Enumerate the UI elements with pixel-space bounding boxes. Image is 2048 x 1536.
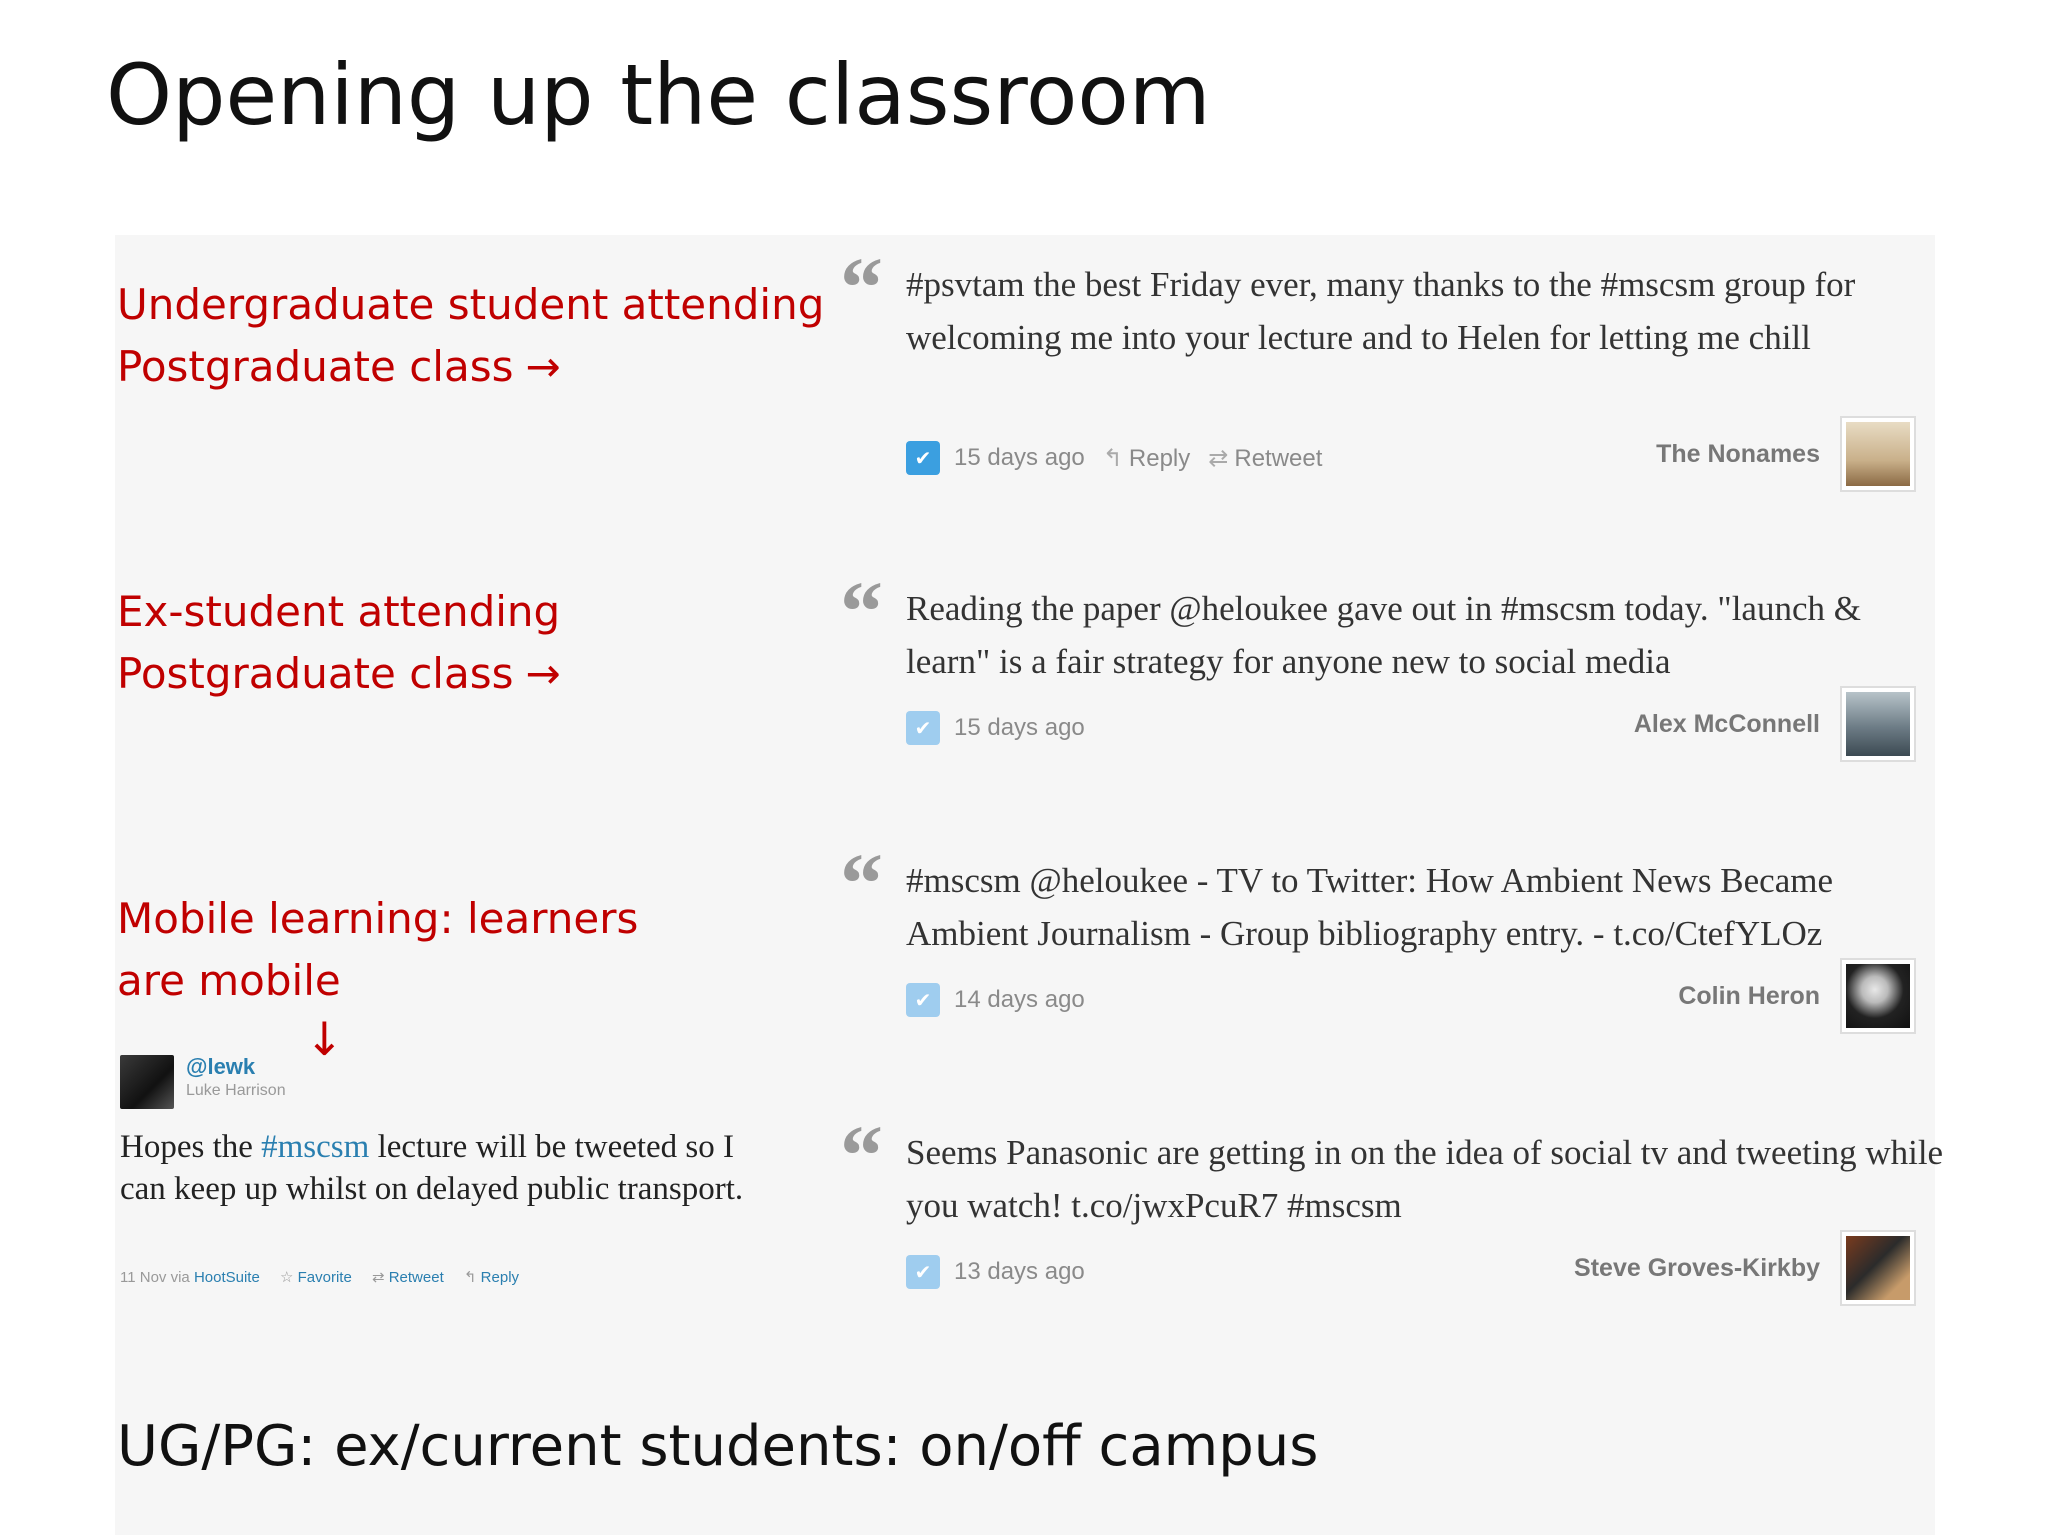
tweet-text: #psvtam the best Friday ever, many thanks to the #mscsm group for welcoming me into your lecture and to Helen for letting me chill — [906, 265, 1856, 357]
tweet-author[interactable]: Alex McConnell — [1633, 710, 1820, 738]
tweet-author[interactable]: Colin Heron — [1678, 982, 1820, 1010]
reply-icon: ↰ — [463, 1269, 477, 1286]
tweet-author[interactable]: The Nonames — [1656, 440, 1820, 468]
avatar-image — [1846, 964, 1910, 1028]
label-undergraduate — [117, 274, 824, 398]
tweet-text — [120, 1126, 760, 1210]
retweet-button[interactable] — [1208, 444, 1322, 473]
favorite-link[interactable]: Favorite — [297, 1269, 352, 1286]
avatar[interactable] — [120, 1055, 174, 1109]
tweet-text-part: Hopes the — [120, 1129, 262, 1165]
label-line: Ex-student attending — [117, 587, 561, 636]
twitter-bird-icon: ✔ — [906, 711, 940, 745]
label-line: Postgraduate class — [117, 342, 514, 391]
quote-icon: “ — [840, 563, 883, 659]
twitter-bird-icon: ✔ — [906, 441, 940, 475]
label-line: are mobile — [117, 956, 341, 1005]
quote-tweet — [840, 835, 1940, 1054]
tweet-handle[interactable]: @lewk — [186, 1054, 256, 1079]
label-line: Undergraduate student attending — [117, 280, 825, 329]
quote-icon: “ — [840, 835, 883, 931]
avatar[interactable] — [1840, 1230, 1916, 1306]
tweet-time[interactable]: 15 days ago — [954, 714, 1085, 741]
tweet-text: Seems Panasonic are getting in on the idea of social tv and tweeting while you watch! t.co/jwxPcuR7 #mscsm — [906, 1133, 1944, 1225]
tweet-meta — [120, 1268, 519, 1286]
label-mobile-learning — [117, 888, 638, 1012]
hashtag-link[interactable]: #mscsm — [261, 1129, 370, 1165]
reply-icon: ↰ — [1102, 444, 1123, 472]
avatar[interactable] — [1840, 686, 1916, 762]
tweet-meta — [906, 1254, 1085, 1290]
tweet-time[interactable]: 13 days ago — [954, 1258, 1085, 1285]
retweet-label: Retweet — [1234, 444, 1323, 472]
slide-footer: UG/PG: ex/current students: on/off campus — [117, 1414, 1319, 1479]
quote-icon: “ — [840, 239, 883, 335]
tweet-meta — [906, 440, 1322, 476]
tweet-time[interactable]: 15 days ago — [954, 444, 1085, 471]
reply-button[interactable] — [1103, 444, 1190, 473]
slide-title: Opening up the classroom — [106, 46, 1211, 144]
tweet-author-name: Luke Harrison — [186, 1082, 286, 1099]
label-ex-student — [117, 581, 561, 705]
star-icon: ☆ — [279, 1269, 294, 1286]
client-link[interactable]: HootSuite — [193, 1269, 260, 1286]
avatar-image — [1846, 692, 1910, 756]
quote-tweet — [840, 563, 1940, 782]
label-line: Mobile learning: learners — [117, 894, 639, 943]
retweet-icon: ⇄ — [371, 1269, 385, 1286]
avatar[interactable] — [1840, 958, 1916, 1034]
tweet-text: Reading the paper @heloukee gave out in #mscsm today. "launch & learn" is a fair strategy for anyone new to social media — [906, 589, 1861, 681]
tweet-date: 11 Nov via — [120, 1269, 194, 1286]
tweet-author[interactable]: Steve Groves-Kirkby — [1574, 1254, 1820, 1282]
quote-tweet — [840, 1107, 1944, 1326]
avatar-image — [1846, 422, 1910, 486]
avatar[interactable] — [1840, 416, 1916, 492]
quote-tweet — [840, 239, 1940, 498]
avatar-image — [1846, 1236, 1910, 1300]
tweet-time[interactable]: 14 days ago — [954, 986, 1085, 1013]
retweet-icon: ⇄ — [1208, 444, 1229, 472]
reply-label: Reply — [1128, 444, 1191, 472]
arrow-right-icon: → — [525, 342, 561, 391]
tweet-text: #mscsm @heloukee - TV to Twitter: How Ambient News Became Ambient Journalism - Group bibliography entry. - t.co/CtefYLOz — [906, 861, 1833, 953]
tweet-text-part: lecture will be tweeted so I can keep up whilst on delayed public transport. — [120, 1129, 744, 1207]
twitter-bird-icon: ✔ — [906, 983, 940, 1017]
twitter-bird-icon: ✔ — [906, 1255, 940, 1289]
arrow-down-icon: ↓ — [305, 1012, 344, 1066]
label-line: Postgraduate class — [117, 649, 514, 698]
quote-icon: “ — [840, 1107, 883, 1203]
reply-link[interactable]: Reply — [480, 1269, 520, 1286]
arrow-right-icon: → — [525, 649, 561, 698]
tweet-meta — [906, 982, 1085, 1018]
tweet-meta — [906, 710, 1085, 746]
retweet-link[interactable]: Retweet — [388, 1269, 444, 1286]
